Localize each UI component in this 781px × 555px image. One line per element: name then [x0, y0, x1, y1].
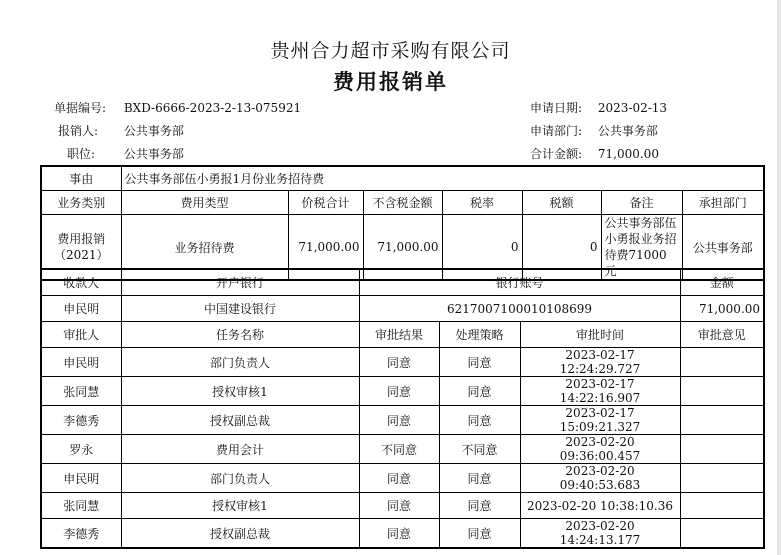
header-payee: 收款人 — [41, 269, 121, 296]
expense-remark: 公共事务部伍小勇报业务招待费71000元 — [601, 215, 682, 281]
approval-result: 同意 — [359, 493, 439, 519]
apply-dept-value: 公共事务部 — [597, 124, 658, 138]
approval-approver: 申民明 — [41, 464, 121, 493]
approval-strategy: 同意 — [439, 464, 520, 493]
apply-date-label: 申请日期: — [530, 101, 583, 115]
payee-bank: 中国建设银行 — [121, 296, 359, 322]
header-category: 业务类别 — [41, 191, 121, 215]
applicant-field — [48, 122, 184, 139]
header-account: 银行账号 — [359, 269, 680, 296]
approval-time: 2023-02-17 15:09:21.327 — [520, 406, 680, 435]
header-amount: 金额 — [680, 269, 764, 296]
approval-task: 授权审核1 — [121, 493, 359, 519]
approval-opinion — [680, 406, 764, 435]
expense-category: 费用报销（2021） — [41, 215, 121, 281]
document-title: 费用报销单 — [333, 69, 448, 94]
company-name: 贵州合力超市采购有限公司 — [270, 40, 511, 62]
reason-label: 事由 — [41, 166, 121, 191]
header-bank: 开户银行 — [121, 269, 359, 296]
payee-amount: 71,000.00 — [680, 296, 764, 322]
doc-no-field — [48, 99, 301, 116]
applicant-label: 报销人: — [57, 124, 98, 138]
expense-header-row — [41, 191, 764, 215]
approval-result: 同意 — [359, 406, 439, 435]
apply-date-field — [530, 99, 667, 116]
approval-task: 授权副总裁 — [121, 519, 359, 549]
position-field — [48, 145, 184, 162]
doc-no-value: BXD-6666-2023-2-13-075921 — [123, 101, 302, 115]
expense-tax-amount: 0 — [522, 215, 601, 281]
approval-time: 2023-02-17 12:24:29.727 — [520, 348, 680, 377]
expense-dept: 公共事务部 — [682, 215, 764, 281]
approval-header-row — [41, 322, 764, 348]
approval-approver: 申民明 — [41, 348, 121, 377]
header-result: 审批结果 — [359, 322, 439, 348]
header-total-with-tax: 价税合计 — [288, 191, 363, 215]
position-value: 公共事务部 — [123, 147, 184, 161]
approval-task: 授权副总裁 — [121, 406, 359, 435]
header-approver: 审批人 — [41, 322, 121, 348]
approval-row — [41, 406, 764, 435]
approval-strategy: 同意 — [439, 519, 520, 549]
header-dept: 承担部门 — [682, 191, 764, 215]
approval-result: 不同意 — [359, 435, 439, 464]
approval-result: 同意 — [359, 377, 439, 406]
approval-opinion — [680, 493, 764, 519]
approval-task: 费用会计 — [121, 435, 359, 464]
approval-strategy: 同意 — [439, 348, 520, 377]
header-task: 任务名称 — [121, 322, 359, 348]
approval-list — [41, 348, 764, 549]
applicant-value: 公共事务部 — [123, 124, 184, 138]
approval-result: 同意 — [359, 348, 439, 377]
payee-row — [41, 296, 764, 322]
approval-opinion — [680, 348, 764, 377]
header-strategy: 处理策略 — [439, 322, 520, 348]
approval-strategy: 同意 — [439, 377, 520, 406]
approval-row — [41, 493, 764, 519]
approval-time: 2023-02-20 09:36:00.457 — [520, 435, 680, 464]
approval-opinion — [680, 435, 764, 464]
approval-time: 2023-02-17 14:22:16.907 — [520, 377, 680, 406]
approval-time: 2023-02-20 10:38:10.36 — [520, 493, 680, 519]
approval-strategy: 同意 — [439, 493, 520, 519]
expense-amount-ex-tax: 71,000.00 — [363, 215, 442, 281]
approval-strategy: 同意 — [439, 406, 520, 435]
payment-approval-table — [40, 268, 765, 549]
payee-name: 申民明 — [41, 296, 121, 322]
payee-account: 6217007100010108699 — [359, 296, 680, 322]
approval-approver: 张同慧 — [41, 377, 121, 406]
approval-task: 部门负责人 — [121, 464, 359, 493]
approval-approver: 李德秀 — [41, 406, 121, 435]
header-opinion: 审批意见 — [680, 322, 764, 348]
header-tax-rate: 税率 — [442, 191, 522, 215]
apply-dept-field — [530, 122, 658, 139]
approval-row — [41, 377, 764, 406]
approval-opinion — [680, 519, 764, 549]
position-label: 职位: — [66, 147, 95, 161]
approval-task: 部门负责人 — [121, 348, 359, 377]
reason-row — [41, 166, 764, 191]
approval-time: 2023-02-20 09:40:53.683 — [520, 464, 680, 493]
expense-table — [40, 165, 765, 281]
expense-total-with-tax: 71,000.00 — [288, 215, 363, 281]
approval-approver: 李德秀 — [41, 519, 121, 549]
approval-row — [41, 435, 764, 464]
approval-approver: 张同慧 — [41, 493, 121, 519]
expense-tax-rate: 0 — [442, 215, 522, 281]
header-tax-amount: 税额 — [522, 191, 601, 215]
approval-strategy: 不同意 — [439, 435, 520, 464]
header-time: 审批时间 — [520, 322, 680, 348]
header-amount-ex-tax: 不含税金额 — [363, 191, 442, 215]
total-label: 合计金额: — [530, 147, 583, 161]
approval-opinion — [680, 464, 764, 493]
expense-type: 业务招待费 — [121, 215, 288, 281]
approval-approver: 罗永 — [41, 435, 121, 464]
payee-header-row — [41, 269, 764, 296]
approval-time: 2023-02-20 14:24:13.177 — [520, 519, 680, 549]
apply-date-value: 2023-02-13 — [597, 101, 668, 115]
approval-row — [41, 519, 764, 549]
approval-opinion — [680, 377, 764, 406]
header-remark: 备注 — [601, 191, 682, 215]
total-field — [530, 145, 659, 162]
page-edge — [777, 0, 781, 555]
approval-result: 同意 — [359, 464, 439, 493]
approval-result: 同意 — [359, 519, 439, 549]
header-type: 费用类型 — [121, 191, 288, 215]
approval-row — [41, 348, 764, 377]
apply-dept-label: 申请部门: — [530, 124, 583, 138]
total-value: 71,000.00 — [597, 147, 659, 161]
reason-value: 公共事务部伍小勇报1月份业务招待费 — [121, 166, 764, 191]
approval-row — [41, 464, 764, 493]
approval-task: 授权审核1 — [121, 377, 359, 406]
doc-no-label: 单据编号: — [53, 101, 106, 115]
